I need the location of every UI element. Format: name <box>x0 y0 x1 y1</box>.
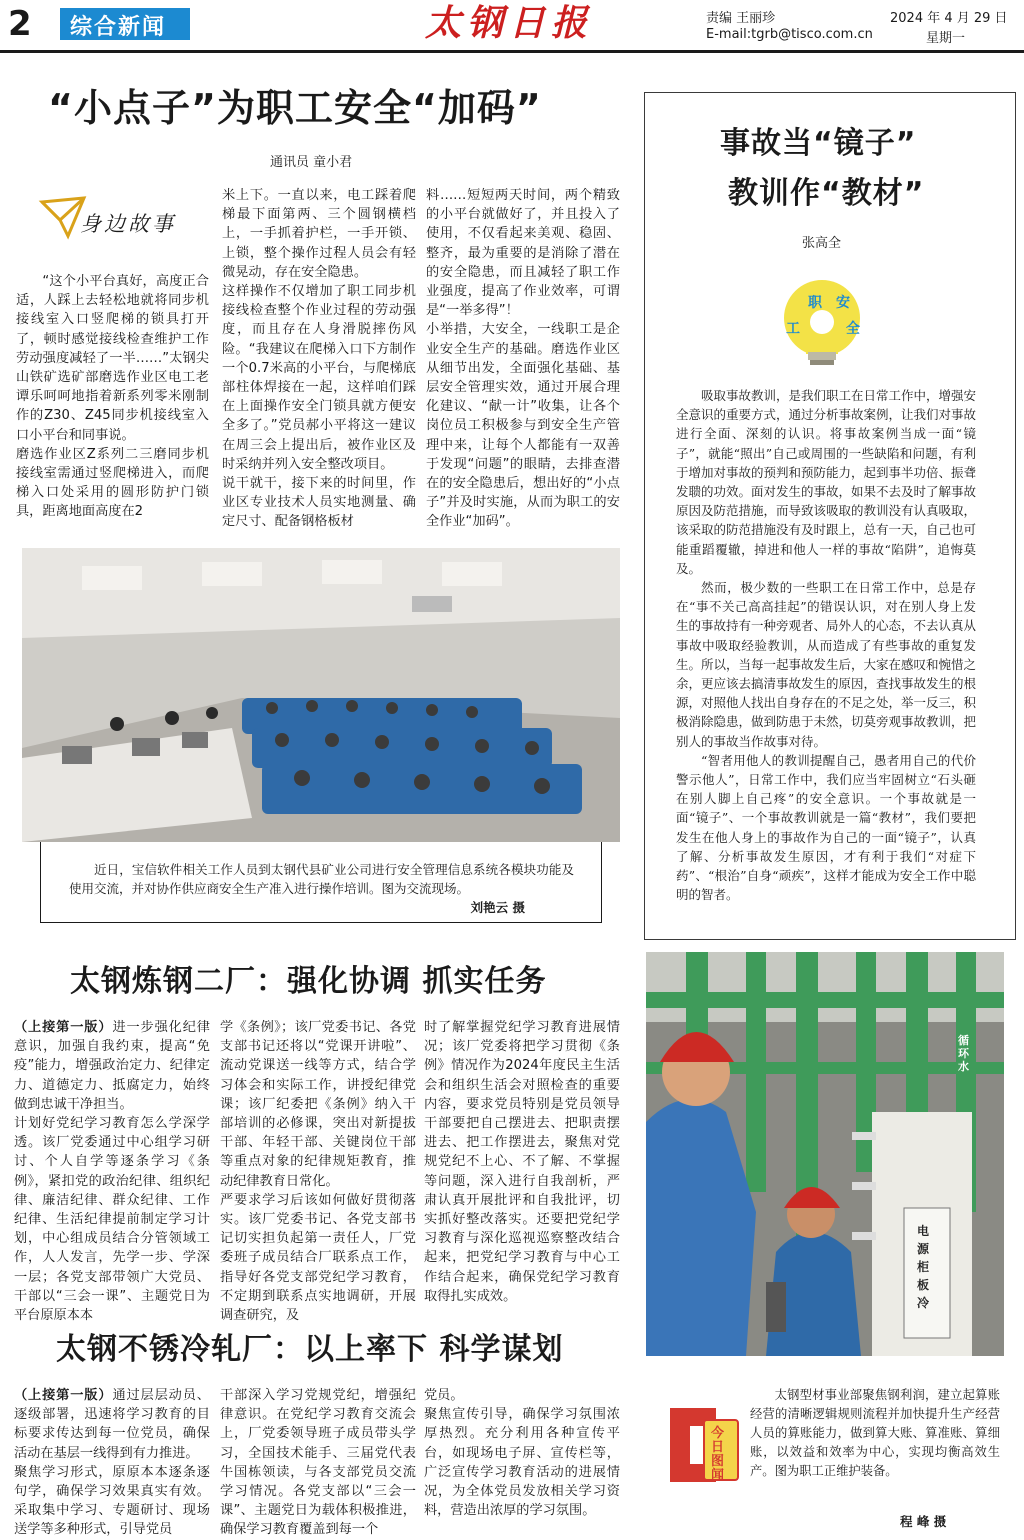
article1-col2-text: 米上下。一直以来，电工踩着爬梯最下面第两、三个圆钢横档上，一手抓着护栏，一手开锁、上锁，整个操作过程人员会有轻微晃动，存在安全隐患。 这样操作不仅增加了职工同步机接线检查整个作业过程的劳动强度，而且存在人身滑脱摔伤风险。“我建议在爬梯入口下方制作一个0.7米高的小平台，与爬梯底部柱体焊接在一起，这样咱们踩在上面操作安全门锁具就方便安全多了。”党员郝小平将这一建议在周三会上提出后，被作业区及时采纳并列入安全整改项目。 说干就干，接下来的时间里，作业区专业技术人员实地测量、确定尺寸、配备钢格板材 <box>222 188 416 530</box>
pipe-sign-2: 电源柜板冷 <box>917 1224 930 1310</box>
article3-col1-text <box>14 1386 210 1540</box>
section-name: 综合新闻 <box>70 15 167 40</box>
badge-char-1: 职 <box>808 295 822 311</box>
photo1-caption: 近日，宝信软件相关工作人员到太钢代县矿业公司进行安全管理信息系统各模块功能及使用交流，并对协作供应商安全生产准入进行操作培训。图为交流现场。 <box>69 862 574 896</box>
commentary-title-line2: 教训作“教材” <box>728 176 925 211</box>
date-line: 2024 年 4 月 29 日 <box>890 11 1008 26</box>
article1-col1-text: “这个小平台真好，高度正合适，人踩上去轻松地就将同步机接线室入口竖爬梯的锁具打开了，顿时感觉接线检查维护工作劳动强度减轻了一半……”太钢尖山铁矿选矿部磨选作业区电工老谭乐呵呵地指着新系列零米刚制作的Z30、Z45同步机接线室入口小平台和同事说。 磨选作业区Z系列二三磨同步机接线室需通过竖爬梯进入，而爬梯入口处采用的圆形防护门锁具，距离地面高度在2 <box>16 274 209 520</box>
column-logo-text: 身边故事 <box>80 212 176 236</box>
editor-line: 责编 王丽珍 <box>706 11 776 26</box>
article1-col3 <box>426 186 620 530</box>
photo1-credit: 刘艳云 摄 <box>470 900 525 915</box>
today-badge-char-1: 今 <box>711 1426 725 1441</box>
today-badge-char-2: 日 <box>711 1440 725 1455</box>
article2-lead: （上接第一版） <box>14 1020 113 1035</box>
email-line: E-mail:tgrb@tisco.com.cn <box>706 27 873 42</box>
article3-col2-text: 干部深入学习党规党纪，增强纪律意识。在党纪学习教育交流会上，厂党委领导班子成员带头学习，全国技术能手、三届党代表牛国栋领读，与各支部党员交流学习情况。各党支部以“三会一课”、主题党日为载体积极推进，确保学习教育覆盖到每一个 <box>220 1388 416 1538</box>
article1-title: “小点子”为职工安全“加码” <box>48 86 542 130</box>
commentary-body <box>676 386 977 903</box>
masthead-rule <box>0 50 1024 53</box>
section-tag <box>60 8 190 40</box>
film-reel-icon <box>660 1402 740 1488</box>
meeting-photo <box>22 548 620 842</box>
photo1-caption-box <box>40 842 602 923</box>
commentary-para-2: 然而，极少数的一些职工在日常工作中，总是存在“事不关己高高挂起”的错误认识，对在别人身上发生的事故持有一种旁观者、局外人的心态，不去认真从事故中吸取经验教训，从而造成了有些事故的重复发生。所以，当每一起事故发生后，大家在感叹和惋惜之余，更应该去搞清事故发生的原因，查找事故发生的根源，对照他人找出自身存在的不足之处，举一反三，积极消除隐患，做到防患于未然，切莫旁观事故教训，把别人的事故当作故事对待。 <box>676 580 977 749</box>
pipe-sign-1: 循环水 <box>958 1034 969 1073</box>
article2-col1 <box>14 1018 210 1324</box>
article2-col1-text <box>14 1018 210 1325</box>
today-photo-badge <box>660 1402 740 1488</box>
today-badge-char-4: 闻 <box>711 1468 725 1483</box>
commentary-title-line1: 事故当“镜子” <box>720 126 917 161</box>
article2-col2 <box>220 1018 416 1324</box>
article2-col2-text: 学《条例》；该厂党委书记、各党支部书记还将以“党课开讲啦”、流动党课送一线等方式，结合学习体会和实际工作，讲授纪律党课；该厂纪委把《条例》纳入干部培训的必修课，突出对新提拔干部、年轻干部、关键岗位干部等重点对象的纪律规矩教育，推动纪律教育日常化。 严要求学习后该如何做好贯彻落实。该厂党委书记、各党支部书记切实担负起第一责任人，厂党委班子成员结合厂联系点工作，指导好各党支部党纪学习教育，不定期到联系点实地调研，开展调查研究，及 <box>220 1020 416 1324</box>
article2-col3-text: 时了解掌握党纪学习教育进展情况；该厂党委将把学习贯彻《条例》情况作为2024年度民主生活会和组织生活会对照检查的重要内容，要求党员特别是党员领导干部要把自己摆进去、把职责摆进去、把工作摆进去，聚焦对党规党纪不上心、不了解、不掌握等问题，深入进行自我剖析，严肃认真开展批评和自我批评，切实抓好整改落实。还要把党纪学习教育与深化巡视巡察整改结合起来，把党纪学习教育与中心工作结合起来，确保党纪学习教育取得扎实成效。 <box>424 1020 620 1304</box>
commentary-para-1: 吸取事故教训，是我们职工在日常工作中，增强安全意识的重要方式，通过分析事故案例，让我们对事故进行全面、深刻的认识。将事故案例当成一面“镜子”，就能“照出”自己或周围的一些缺陷和问题，有利于增加对事故的预判和预防能力，起到事半功倍、振聋发聩的功效。面对发生的事故，如果不去及时了解事故原因及防范措施，而导致该吸取的教训没有认真吸取，该采取的防范措施没有及时跟上，总有一天，自己也可能重蹈覆辙，掉进和他人一样的事故“陷阱”，追悔莫及。 <box>676 388 977 576</box>
article3-lead: （上接第一版） <box>14 1388 113 1403</box>
badge-char-4: 全 <box>846 321 860 337</box>
workers-illustration <box>646 952 1004 1356</box>
commentary-para-3: “智者用他人的教训提醒自己，愚者用自己的代价警示他人”，日常工作中，我们应当牢固树立“石头砸在别人脚上自己疼”的安全意识。一个事故就是一面“镜子”、一个事故教训就是一篇“教材”，我们要把发生在他人身上的事故作为自己的一面“镜子”，认真了解、分析事故发生原因，才有利于我们“对症下药”、“根治”自身“顽疾”，这样才能成为安全工作中聪明的智者。 <box>676 752 976 903</box>
workers-photo <box>646 952 1004 1356</box>
article3-col3-text: 党员。 聚焦宣传引导，确保学习氛围浓厚热烈。充分利用各种宣传平台，如现场电子屏、宣传栏等，广泛宣传学习教育活动的进展情况，为全体党员发放相关学习资料，营造出浓厚的学习氛围。 <box>424 1388 620 1519</box>
article1-byline: 通讯员 童小君 <box>270 155 353 170</box>
weekday-line: 星期一 <box>926 31 966 46</box>
paper-logo: 太钢日报 <box>425 2 594 44</box>
meeting-room-illustration <box>22 548 620 842</box>
article3-col1-body: 通过层层动员、逐级部署，迅速将学习教育的目标要求传达到每一位党员，确保活动在基层一线得到有力推进。 聚焦学习形式，原原本本逐条逐句学，确保学习效果真实有效。采取集中学习、专题研讨、现场送学等多种形式，引导党员 <box>14 1388 210 1538</box>
column-logo <box>40 194 190 254</box>
article1-col1 <box>16 272 209 532</box>
article3-col2 <box>220 1386 416 1536</box>
article3-col1 <box>14 1386 210 1536</box>
photo2-credit: 程 峰 摄 <box>900 1514 947 1529</box>
commentary-author: 张高全 <box>802 236 842 251</box>
photo2-caption: 太钢型材事业部聚焦钢利润，建立起算账经营的清晰逻辑规则流程并加快提升生产经营人员的算账能力，做到算大账、算准账、算细账，以效益和效率为中心，实现均衡高效生产。图为职工正维护装备。 <box>750 1388 1000 1478</box>
badge-char-2: 工 <box>786 321 800 337</box>
page-number: 2 <box>8 4 32 44</box>
article3-title: 太钢不锈冷轧厂：以上率下 科学谋划 <box>56 1332 564 1367</box>
article2-col1-body: 进一步强化纪律意识，加强自我约束，提高“免疫”能力，增强政治定力、纪律定力、道德定力、抵腐定力，始终做到忠诚干净担当。 计划好党纪学习教育怎么学深学透。该厂党委通过中心组学习研讨、个人自学等逐条学习《条例》，紧扣党的政治纪律、组织纪律、廉洁纪律、群众纪律、工作纪律、生活纪律提前制定学习计划，中心组成员结合分管领域工作，人人发言，先学一步、学深一层；各党支部带领广大党员、干部以“三会一课”、主题党日为平台原原本本 <box>14 1020 210 1324</box>
article3-col3 <box>424 1386 620 1536</box>
article2-title: 太钢炼钢二厂：强化协调 抓实任务 <box>70 964 547 999</box>
article1-col3-text: 料……短短两天时间，两个精致的小平台就做好了，并且投入了使用，不仅看起来美观、稳固、整齐，最为重要的是消除了潜在的安全隐患，而且减轻了职工作业强度，提高了作业效率，可谓是“一举多得”！ 小举措，大安全，一线职工是企业安全生产的基础。磨选作业区从细节出发，全面强化基础、基层安全管理实效，通过开展合理化建议、“献一计”收集，让各个岗位员工积极参与到安全生产管理中来，让每个人都能有一双善于发现“问题”的眼睛，去排查潜在的安全隐患后，想出好的“小点子”并及时实施，从而为职工的安全作业“加码”。 <box>426 188 620 530</box>
safety-badge <box>772 278 872 368</box>
badge-char-3: 安 <box>836 295 850 311</box>
article1-col2 <box>222 186 416 530</box>
today-badge-char-3: 图 <box>711 1454 725 1469</box>
article2-col3 <box>424 1018 620 1304</box>
